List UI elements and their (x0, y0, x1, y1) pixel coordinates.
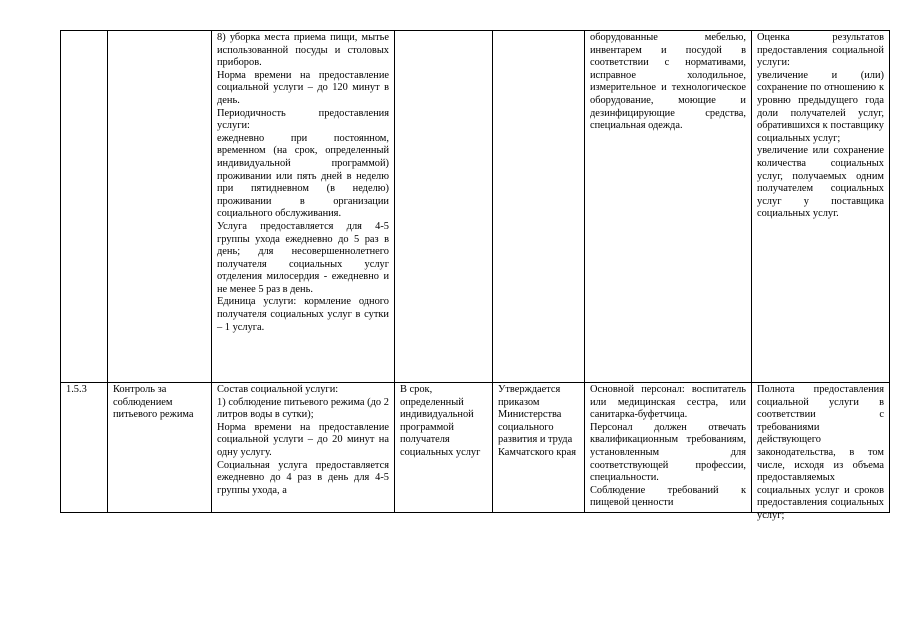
cell-quality (752, 383, 890, 521)
content-paragraph: Услуга предоставляется для 4-5 группы ухода ежедневно до 5 раз в день; для несовершеннолетнего получателя социальных услуг отделения милосердия - ежедневно и не менее 5 раз в день. (217, 220, 389, 295)
cell-service-name: Контроль за соблюдением питьевого режима (108, 383, 212, 513)
content-paragraph: ежедневно при постоянном, временном (на срок, определенный индивидуальной программой) проживании или пять дней в неделю при пятидневном (в неделю) проживании в организации социального обслуживания. (217, 132, 389, 220)
cell-number (61, 31, 108, 383)
cell-content (212, 383, 395, 513)
cell-quality (752, 31, 890, 383)
cell-term (395, 31, 493, 383)
quality-paragraph: Оценка результатов предоставления социальной услуги: (757, 32, 884, 69)
cell-conditions (585, 383, 752, 513)
conditions-paragraph: Соблюдение требований к пищевой ценности (590, 484, 746, 509)
content-paragraph: Периодичность предоставления услуги: (217, 107, 389, 132)
content-paragraph: Состав социальной услуги: (217, 384, 339, 395)
cell-conditions (585, 31, 752, 383)
conditions-paragraph: Основной персонал: воспитатель или медицинская сестра, или санитарка-буфетчица. (590, 384, 746, 421)
cell-content (212, 31, 395, 383)
cell-number: 1.5.3 (61, 383, 108, 513)
cell-term: В срок, определенный индивидуальной программой получателя социальных услуг (395, 383, 493, 513)
conditions-paragraph: оборудованные мебелью, инвентарем и посудой в соответствии с нормативами, исправное холодильное, измерительное и технологическое оборудование, моющие и дезинфицирующие средства, специальная одежда. (590, 32, 746, 132)
content-paragraph: 8) уборка места приема пищи, мытье использованной посуды и столовых приборов. (217, 32, 389, 69)
content-paragraph: Единица услуги: кормление одного получателя социальных услуг в сутки – 1 услуга. (217, 296, 389, 333)
quality-paragraph: увеличение или сохранение количества социальных услуг, получаемых одним получателем социальных услуг у поставщика социальных услуг. (757, 145, 884, 220)
quality-paragraph: Полнота предоставления социальной услуги в соответствии с требованиями действующего законодательства, в том числе, исходя из объема предоставляемых социальных услуг и сроков предоставления социальных услуг; (757, 384, 884, 521)
content-paragraph: Социальная услуга предоставляется ежедневно до 4 раз в день для 4-5 группы ухода, а (217, 459, 389, 496)
content-paragraph: Норма времени на предоставление социальной услуги – до 120 минут в день. (217, 69, 389, 106)
cell-service-name (108, 31, 212, 383)
cell-approval (493, 31, 585, 383)
cell-approval: Утверждается приказом Министерства социального развития и труда Камчатского края (493, 383, 585, 513)
table-row (61, 31, 890, 383)
table-row (61, 383, 890, 513)
services-table (60, 30, 890, 521)
content-paragraph: Норма времени на предоставление социальной услуги – до 20 минут на одну услугу. (217, 421, 389, 458)
conditions-paragraph: Персонал должен отвечать квалификационным требованиям, установленным для соответствующей профессии, специальности. (590, 421, 746, 484)
quality-paragraph: увеличение и (или) сохранение по отношению к уровню предыдущего года доли получателей услуг, обратившихся к поставщику социальных услуг; (757, 69, 884, 144)
content-paragraph: 1) соблюдение питьевого режима (до 2 литров воды в сутки); (217, 396, 389, 421)
